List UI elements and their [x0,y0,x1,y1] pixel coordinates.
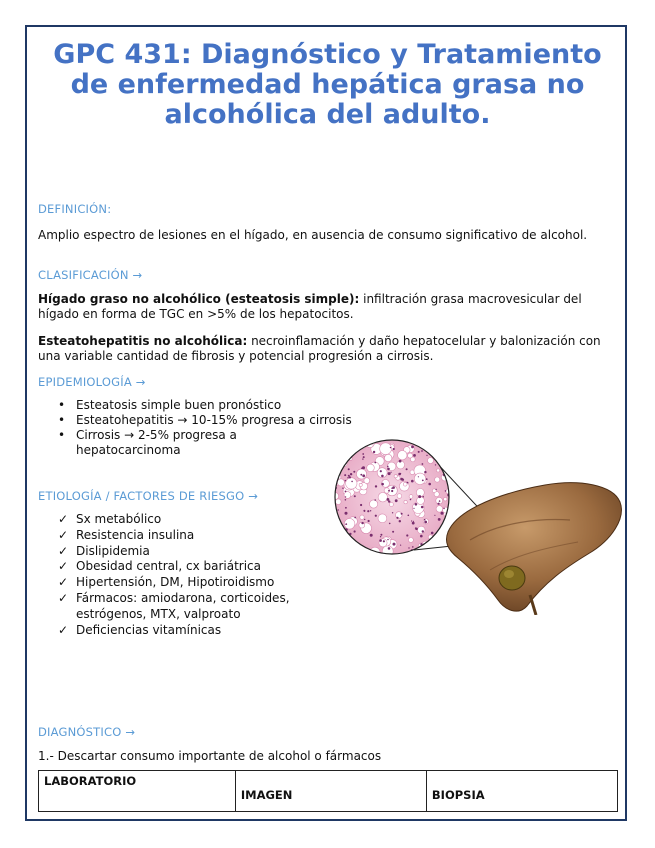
cell-nucleus [353,471,355,473]
cell-nucleus [411,520,412,521]
cell-nucleus [446,448,449,451]
cell-nucleus [346,540,348,542]
fat-vacuole [360,515,364,519]
list-item [58,575,323,591]
diagnostico-table [38,770,618,812]
cell-nucleus [400,478,403,481]
cell-nucleus [439,500,441,502]
fat-vacuole [344,539,353,548]
cell-nucleus [392,531,394,533]
cell-nucleus [422,463,424,465]
cell-nucleus [400,473,401,474]
fat-vacuole [397,494,402,499]
cell-nucleus [387,468,390,471]
cell-nucleus [438,503,440,505]
table-header-imagen: IMAGEN [235,771,426,812]
cell-nucleus [428,483,431,486]
cell-nucleus [393,543,396,546]
clasificacion-item-2-desc: necroinflamación y daño hepatocelular y balonización con una variable cantidad de fibrosis y potencial progresión a cirrosis. [38,334,601,363]
cell-nucleus [406,534,408,536]
cell-nucleus [425,553,426,554]
cell-nucleus [422,530,424,532]
cell-nucleus [368,520,370,522]
cell-nucleus [345,512,348,515]
cell-nucleus [370,534,373,537]
clasificacion-item-1-desc: infiltración grasa macrovesicular del hígado en forma de TGC en >5% de los hepatocitos. [38,292,582,321]
cell-nucleus [363,456,365,458]
fat-vacuole [447,514,451,518]
cell-nucleus [443,439,445,441]
cell-nucleus [346,523,348,525]
cell-nucleus [367,439,369,441]
clasificacion-item-2-term: Esteatohepatitis no alcohólica: [38,334,248,348]
cell-nucleus [410,499,412,501]
fat-vacuole [385,454,392,461]
cell-nucleus [345,480,346,481]
cell-nucleus [415,528,418,531]
cell-nucleus [421,506,424,509]
cell-nucleus [375,485,377,487]
cell-nucleus [380,536,381,537]
cell-nucleus [380,470,382,472]
fat-vacuole [418,526,426,534]
cell-nucleus [401,513,403,515]
cell-nucleus [379,539,382,542]
cell-nucleus [348,453,350,455]
cell-nucleus [395,499,398,502]
checkmark-icon: ✓ [58,559,69,574]
cell-nucleus [424,519,426,521]
list-item [58,544,323,560]
list-item-text: Resistencia insulina [76,527,195,542]
checkmark-icon: ✓ [58,543,69,558]
table-row [39,771,618,812]
fat-vacuole [346,478,357,489]
cell-nucleus [441,512,444,515]
cell-nucleus [416,552,417,553]
fat-vacuole [404,500,407,503]
fat-vacuole [428,458,434,464]
fat-vacuole [394,475,397,478]
definicion-heading: DEFINICIÓN: [38,202,112,216]
cell-nucleus [334,465,337,468]
cell-nucleus [361,522,363,524]
cell-nucleus [393,448,395,450]
cell-nucleus [373,451,375,453]
histology-magnifier [331,439,454,558]
fat-vacuole [435,449,442,456]
fat-vacuole [436,506,443,513]
cell-nucleus [421,450,423,452]
cell-nucleus [443,508,444,509]
list-item [58,623,323,639]
cell-nucleus [336,460,338,462]
cell-nucleus [415,503,418,506]
checkmark-icon: ✓ [58,622,69,637]
cell-nucleus [440,459,442,461]
diagnostico-step-1: 1.- Descartar consumo importante de alcohol o fármacos [38,749,382,763]
cell-nucleus [426,455,427,456]
fat-vacuole [410,457,415,462]
cell-nucleus [381,475,384,478]
cell-nucleus [407,482,409,484]
cell-nucleus [345,491,347,493]
fat-vacuole [349,542,358,551]
cell-nucleus [440,450,442,452]
fat-vacuole [403,482,407,486]
cell-nucleus [336,530,337,531]
cell-nucleus [421,442,423,444]
list-item: • Cirrosis → 2-5% progresa a hepatocarcinoma [58,428,276,458]
cell-nucleus [435,464,436,465]
cell-nucleus [355,447,356,448]
fat-vacuole [378,514,387,523]
cell-nucleus [390,447,391,448]
cell-nucleus [424,471,426,473]
cell-nucleus [374,499,376,501]
fat-vacuole [409,495,413,499]
cell-nucleus [349,440,352,443]
cell-nucleus [367,510,369,512]
fat-vacuole [440,529,447,536]
fat-vacuole [341,439,349,447]
list-item [58,559,323,575]
cell-nucleus [337,464,339,466]
diagnostico-heading: DIAGNÓSTICO → [38,725,136,739]
fat-vacuole [417,497,425,505]
cell-nucleus [334,462,336,464]
fat-vacuole [444,498,447,501]
checkmark-icon: ✓ [58,527,69,542]
epidemiologia-heading: EPIDEMIOLOGÍA → [38,375,146,389]
cell-nucleus [396,517,398,519]
liver-shape [446,483,621,615]
fat-vacuole [434,546,440,552]
fat-vacuole [382,546,393,557]
list-item [58,591,323,623]
cell-nucleus [422,480,424,482]
list-item-text: Hipertensión, DM, Hipotiroidismo [76,575,275,590]
cell-nucleus [364,519,365,520]
fat-vacuole [408,538,413,543]
list-item [58,528,323,544]
cell-nucleus [388,500,390,502]
clasificacion-item-1 [38,292,618,322]
list-item-text: Deficiencias vitamínicas [76,622,222,637]
cell-nucleus [360,504,362,506]
cell-nucleus [449,441,450,442]
cell-nucleus [354,530,356,532]
cell-nucleus [342,488,343,489]
cell-nucleus [399,460,402,463]
list-item-text: Obesidad central, cx bariátrica [76,559,262,574]
checkmark-icon: ✓ [58,575,69,590]
list-item: • Esteatosis simple buen pronóstico [58,398,388,413]
cell-nucleus [418,495,421,498]
cell-nucleus [447,470,448,471]
fat-vacuole [398,451,407,460]
fat-vacuole [336,499,342,505]
cell-nucleus [354,495,356,497]
clasificacion-item-2 [38,334,618,364]
cell-nucleus [431,532,434,535]
cell-nucleus [441,443,444,446]
cell-nucleus [411,480,414,483]
cell-nucleus [350,473,352,475]
list-item-text: Fármacos: amiodarona, corticoides, estrógenos, MTX, valproato [76,590,290,621]
cell-nucleus [413,454,416,457]
cell-nucleus [351,481,353,483]
list-item [58,512,323,528]
cell-nucleus [387,498,390,501]
cell-nucleus [348,468,350,470]
cell-nucleus [391,472,392,473]
cell-nucleus [431,549,433,551]
cell-nucleus [338,509,339,510]
cell-nucleus [392,512,393,513]
clasificacion-item-1-term: Hígado graso no alcohólico (esteatosis simple): [38,292,360,306]
cell-nucleus [353,439,356,442]
fat-vacuole [333,524,340,531]
cell-nucleus [445,490,447,492]
cell-nucleus [426,478,428,480]
cell-nucleus [334,551,336,553]
cell-nucleus [406,468,408,470]
fat-vacuole [435,477,440,482]
cell-nucleus [354,517,356,519]
cell-nucleus [412,546,414,548]
cell-nucleus [370,510,371,511]
cell-nucleus [345,499,347,501]
cell-nucleus [388,472,391,475]
cell-nucleus [412,522,415,525]
cell-nucleus [362,453,364,455]
fat-vacuole [364,478,370,484]
list-item-text: Dislipidemia [76,543,150,558]
cell-nucleus [399,520,401,522]
checkmark-icon: ✓ [58,512,69,526]
cell-nucleus [348,475,350,477]
fat-vacuole [340,537,348,545]
cell-nucleus [434,515,435,516]
cell-nucleus [345,507,347,509]
fat-vacuole [396,512,403,519]
cell-nucleus [400,545,401,546]
cell-nucleus [411,446,414,449]
fat-vacuole [414,473,425,484]
fat-vacuole [367,464,375,472]
etiologia-list [58,512,323,638]
cell-nucleus [388,490,390,492]
cell-nucleus [388,547,391,550]
fat-vacuole [359,483,362,486]
cell-nucleus [347,477,348,478]
checkmark-icon: ✓ [58,590,69,605]
fat-vacuole [335,542,347,554]
cell-nucleus [446,460,447,461]
fat-vacuole [344,492,351,499]
cell-nucleus [381,483,384,486]
cell-nucleus [344,474,346,476]
etiologia-heading: ETIOLOGÍA / FACTORES DE RIESGO → [38,489,259,503]
cell-nucleus [424,521,427,524]
cell-nucleus [387,539,388,540]
cell-nucleus [422,496,424,498]
cell-nucleus [362,458,363,459]
fat-vacuole [370,500,378,508]
cell-nucleus [389,523,391,525]
cell-nucleus [418,476,419,477]
page-title: GPC 431: Diagnóstico y Tratamiento de enfermedad hepática grasa no alcohólica del adulto. [53,39,602,130]
cell-nucleus [387,466,389,468]
fatty-liver-illustration [330,430,625,615]
fat-vacuole [337,479,344,486]
cell-nucleus [374,462,376,464]
clasificacion-heading: CLASIFICACIÓN → [38,268,143,282]
table-header-biopsia: BIOPSIA [426,771,617,812]
table-header-laboratorio: LABORATORIO [39,771,236,812]
cell-nucleus [345,545,348,548]
cell-nucleus [420,535,423,538]
fat-vacuole [437,469,440,472]
fat-vacuole [342,544,347,549]
cell-nucleus [392,486,395,489]
list-item: • Esteatohepatitis → 10-15% progresa a cirrosis [58,413,388,428]
fat-vacuole [380,443,392,455]
cell-nucleus [375,515,377,517]
cell-nucleus [362,474,365,477]
cell-nucleus [445,531,448,534]
cell-nucleus [413,508,414,509]
fat-vacuole [378,493,387,502]
list-item-text: Sx metabólico [76,512,162,526]
cell-nucleus [391,490,393,492]
definicion-text: Amplio espectro de lesiones en el hígado, en ausencia de consumo significativo de alcohol. [38,228,588,242]
cell-nucleus [383,540,385,542]
cell-nucleus [361,467,363,469]
cell-nucleus [438,518,441,521]
cell-nucleus [435,489,436,490]
cell-nucleus [408,515,410,517]
cell-nucleus [336,529,338,531]
cell-nucleus [408,547,409,548]
cell-nucleus [380,534,382,536]
cell-nucleus [360,474,362,476]
fat-vacuole [342,446,347,451]
cell-nucleus [439,452,441,454]
cell-nucleus [345,496,346,497]
cell-nucleus [364,511,365,512]
fat-vacuole [389,503,393,507]
cell-nucleus [418,451,420,453]
